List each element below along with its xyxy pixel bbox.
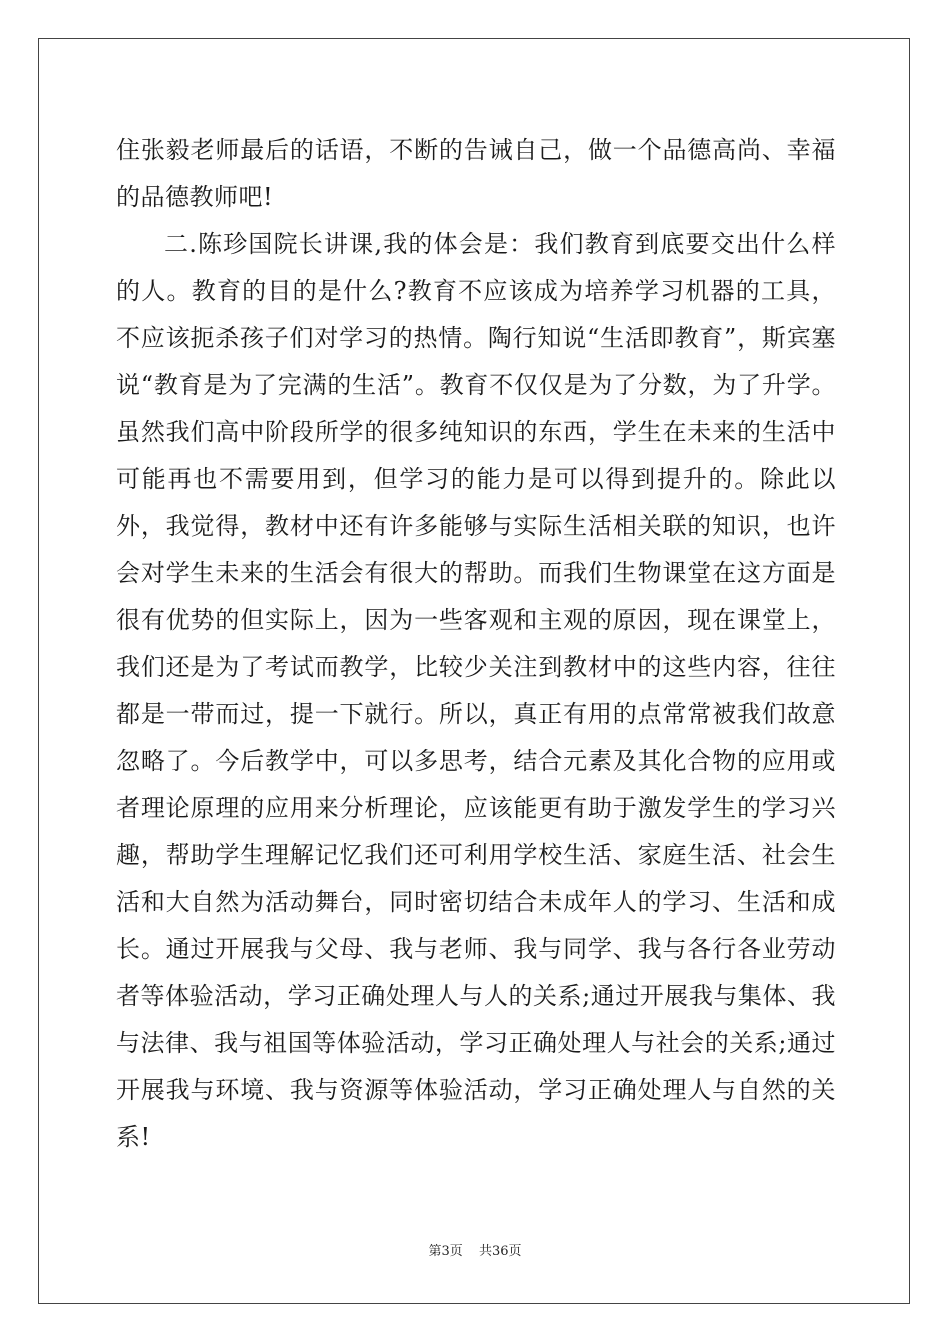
paragraph-2: 二.陈珍国院长讲课,我的体会是：我们教育到底要交出什么样的人。教育的目的是什么?教育不应该成为培养学习机器的工具，不应该扼杀孩子们对学习的热情。陶行知说“生活即教育”，斯宾塞说“教育是为了完满的生活”。教育不仅仅是为了分数，为了升学。虽然我们高中阶段所学的很多纯知识的东西，学生在未来的生活中可能再也不需要用到，但学习的能力是可以得到提升的。除此以外，我觉得，教材中还有许多能够与实际生活相关联的知识，也许会对学生未来的生活会有很大的帮助。而我们生物课堂在这方面是很有优势的但实际上，因为一些客观和主观的原因，现在课堂上，我们还是为了考试而教学，比较少关注到教材中的这些内容，往往都是一带而过，提一下就行。所以，真正有用的点常常被我们故意忽略了。今后教学中，可以多思考，结合元素及其化合物的应用或者理论原理的应用来分析理论，应该能更有助于激发学生的学习兴趣，帮助学生理解记忆我们还可利用学校生活、家庭生活、社会生活和大自然为活动舞台，同时密切结合未成年人的学习、生活和成长。通过开展我与父母、我与老师、我与同学、我与各行各业劳动者等体验活动，学习正确处理人与人的关系;通过开展我与集体、我与法律、我与祖国等体验活动，学习正确处理人与社会的关系;通过开展我与环境、我与资源等体验活动，学习正确处理人与自然的关系! <box>116 230 836 1151</box>
document-body <box>116 127 836 1161</box>
page-number-current: 第3页 <box>428 1244 463 1259</box>
page-footer <box>0 1240 950 1259</box>
page-number-total: 共36页 <box>478 1244 522 1259</box>
paragraph-1: 住张毅老师最后的话语，不断的告诫自己，做一个品德高尚、幸福的品德教师吧! <box>116 136 836 211</box>
